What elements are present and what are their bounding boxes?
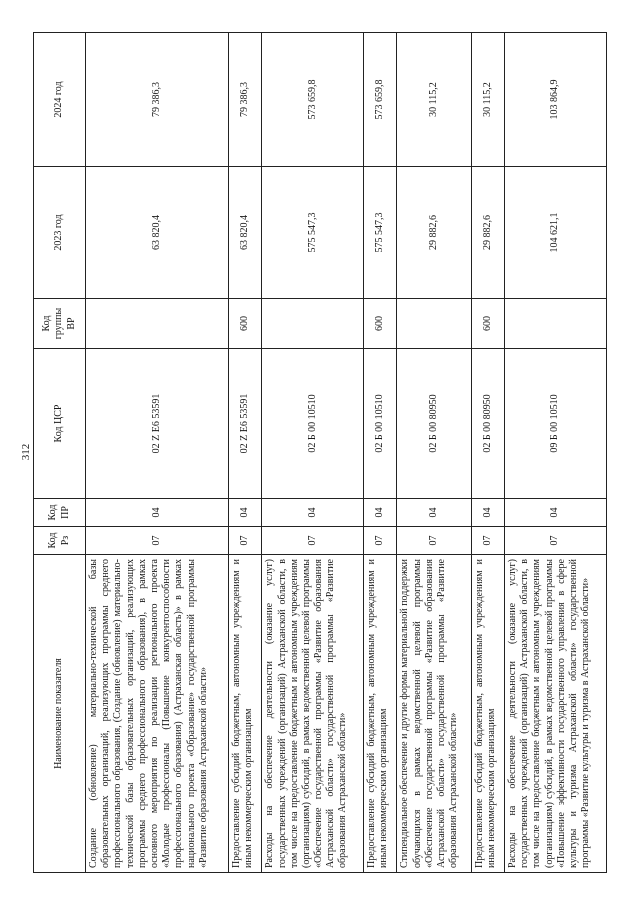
- row-rz: 07: [85, 526, 228, 554]
- header-csr: Код ЦСР: [33, 348, 85, 498]
- row-pr: 04: [396, 498, 470, 526]
- row-pr: 04: [261, 498, 363, 526]
- row-name: Создание (обновление) материально-технической базы образовательных организаций, реализующих программы среднего профессионального образования, (Создание (обновление) материально-технической базы образовательных организаций, реализующих программы среднего профессионального образования), в рамках основного мероприятия по реализации регионального проекта «Молодые профессионалы (Повышение конкурентоспособности профессионального образования) (Астраханская область)» в рамках национального проекта «Образование» государственной программы «Развитие образования Астраханской области»: [85, 554, 228, 872]
- row-rz: 07: [363, 526, 396, 554]
- row-2023: 29 882,6: [471, 166, 504, 298]
- row-rz: 07: [228, 526, 261, 554]
- row-2024: 30 115,2: [396, 32, 470, 166]
- header-vr: Код группы ВР: [33, 298, 85, 348]
- row-2023: 63 820,4: [85, 166, 228, 298]
- row-2023: 29 882,6: [396, 166, 470, 298]
- row-vr: [261, 298, 363, 348]
- row-name: Стипендиальное обеспечение и другие формы материальной поддержки обучающихся в рамках ведомственной целевой программы «Обеспечение государственной программы «Развитие образования Астраханской области» государственной программы «Развитие образования Астраханской области»: [396, 554, 470, 872]
- row-2023: 575 547,3: [261, 166, 363, 298]
- row-2024: 573 659,8: [363, 32, 396, 166]
- row-2023: 575 547,3: [363, 166, 396, 298]
- row-2024: 30 115,2: [471, 32, 504, 166]
- row-vr: [396, 298, 470, 348]
- header-row: [33, 32, 85, 872]
- row-csr: 02 Z E6 53591: [85, 348, 228, 498]
- table-row: [228, 32, 261, 872]
- row-pr: 04: [228, 498, 261, 526]
- table-row: [396, 32, 470, 872]
- row-vr: 600: [363, 298, 396, 348]
- budget-table: [33, 32, 607, 873]
- row-name: Расходы на обеспечение деятельности (оказание услуг) государственных учреждений (организаций) Астраханской области, в том числе на предоставление бюджетным и автономным учреждениям (организациям) субсидий, в рамках ведомственной целевой программы «Обеспечение государственной программы «Развитие образования Астраханской области» государственной программы «Развитие образования Астраханской области»: [261, 554, 363, 872]
- row-name: Предоставление субсидий бюджетным, автономным учреждениям и иным некоммерческим организациям: [363, 554, 396, 872]
- row-csr: 09 Б 00 10510: [504, 348, 606, 498]
- row-csr: 02 Z E6 53591: [228, 348, 261, 498]
- row-2023: 63 820,4: [228, 166, 261, 298]
- row-name: Предоставление субсидий бюджетным, автономным учреждениям и иным некоммерческим организациям: [471, 554, 504, 872]
- row-csr: 02 Б 00 80950: [396, 348, 470, 498]
- rotated-page: [33, 33, 607, 873]
- row-pr: 04: [504, 498, 606, 526]
- row-rz: 07: [261, 526, 363, 554]
- row-pr: 04: [363, 498, 396, 526]
- row-rz: 07: [396, 526, 470, 554]
- row-vr: [85, 298, 228, 348]
- row-2024: 103 864,9: [504, 32, 606, 166]
- row-name: Предоставление субсидий бюджетным, автономным учреждениям и иным некоммерческим организациям: [228, 554, 261, 872]
- row-csr: 02 Б 00 80950: [471, 348, 504, 498]
- row-csr: 02 Б 00 10510: [363, 348, 396, 498]
- row-name: Расходы на обеспечение деятельности (оказание услуг) государственных учреждений (организаций) Астраханской области, в том числе на предоставление бюджетным и автономным учреждениям (организациям) субсидий, в рамках ведомственной целевой программы «Повышение эффективности государственного управления в сфере культуры и туризма Астраханской области» государственной программы «Развитие культуры и туризма в Астраханской области»: [504, 554, 606, 872]
- row-vr: [504, 298, 606, 348]
- page-number: 312: [20, 443, 32, 461]
- table-row: [504, 32, 606, 872]
- row-2024: 79 386,3: [228, 32, 261, 166]
- row-csr: 02 Б 00 10510: [261, 348, 363, 498]
- row-rz: 07: [471, 526, 504, 554]
- row-vr: 600: [228, 298, 261, 348]
- header-pr: Код ПР: [33, 498, 85, 526]
- row-rz: 07: [504, 526, 606, 554]
- row-2023: 104 621,1: [504, 166, 606, 298]
- table-row: [85, 32, 228, 872]
- header-2023: 2023 год: [33, 166, 85, 298]
- table-row: [261, 32, 363, 872]
- header-rz: Код Рз: [33, 526, 85, 554]
- header-name: Наименование показателя: [33, 554, 85, 872]
- row-2024: 79 386,3: [85, 32, 228, 166]
- row-vr: 600: [471, 298, 504, 348]
- header-2024: 2024 год: [33, 32, 85, 166]
- table-row: [363, 32, 396, 872]
- row-pr: 04: [85, 498, 228, 526]
- row-2024: 573 659,8: [261, 32, 363, 166]
- row-pr: 04: [471, 498, 504, 526]
- table-row: [471, 32, 504, 872]
